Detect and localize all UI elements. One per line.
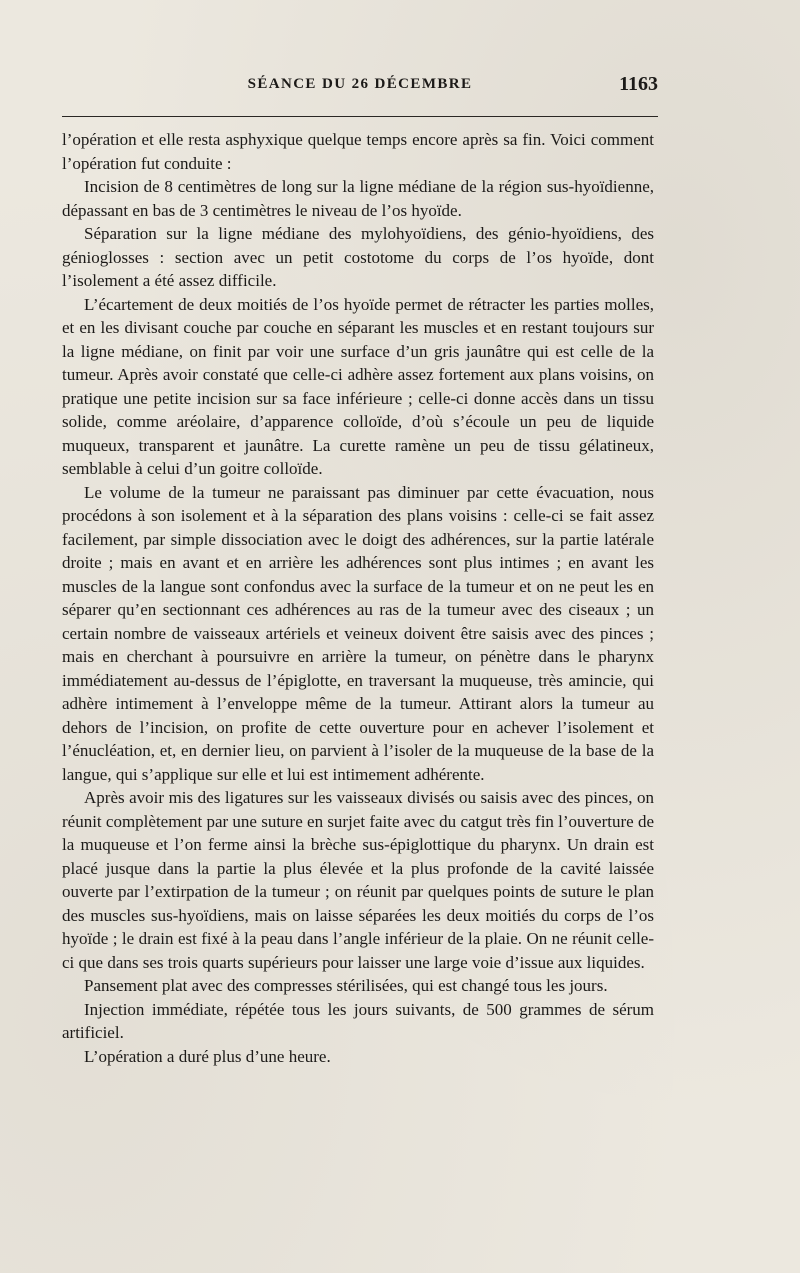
paragraph-incision: Incision de 8 centimètres de long sur la ligne médiane de la région sus-hyoïdienne, dépassant en bas de 3 centimètres le niveau de l’os hyoïde. bbox=[62, 177, 654, 220]
paragraph-volume: Le volume de la tumeur ne paraissant pas diminuer par cette évacuation, nous procédons à son isolement et à la séparation des plans voisins : celle-ci se fait assez facilement, par simple dissociation avec le doigt des adhérences, sur la partie latérale droite ; mais en avant et en arrière les adhérences sont plus intimes ; en avant les muscles de la langue sont confondus avec la surface de la tumeur et on ne peut les en séparer qu’en sectionnant ces adhérences au ras de la tumeur avec des ciseaux ; un certain nombre de vaisseaux artériels et veineux doivent être saisis avec des pinces ; mais en cherchant à poursuivre en arrière la tumeur, on pénètre dans le pharynx immédiatement au-dessus de l’épiglotte, en traversant la muqueuse, très amincie, qui adhère intimement à l’enveloppe même de la tumeur. Attirant alors la tumeur au dehors de l’incision, on profite de cette ouverture pour en achever l’isolement et l’énucléation, et, en dernier lieu, on parvient à l’isoler de la muqueuse de la base de la langue, qui s’applique sur elle et lui est intimement adhérente. bbox=[62, 482, 654, 784]
header-rule bbox=[62, 116, 658, 117]
paragraph-ligatures: Après avoir mis des ligatures sur les vaisseaux divisés ou saisis avec des pinces, on réunit complètement par une suture en surjet faite avec du catgut très fin l’ouverture de la muqueuse et l’on ferme ainsi la brèche sus-épiglottique du pharynx. Un drain est placé jusque dans la partie la plus élevée et la plus profonde de la cavité laissée ouverte par l’extirpation de la tumeur ; on réunit par quelques points de suture le plan des muscles sus-hyoïdiens, mais on laisse séparées les deux moitiés du corps de l’os hyoïde ; le drain est fixé à la peau dans l’angle inférieur de la plaie. On ne réunit celle-ci que dans ses trois quarts supérieurs pour laisser une large voie d’issue aux liquides. bbox=[62, 788, 654, 972]
page-header bbox=[62, 73, 658, 98]
paragraph-separation: Séparation sur la ligne médiane des mylohyoïdiens, des génio-hyoïdiens, des génioglosses : section avec un petit costotome du corps de l’os hyoïde, dont l’isolement a été assez difficile. bbox=[62, 224, 654, 290]
paragraph-injection: Injection immédiate, répétée tous les jours suivants, de 500 grammes de sérum artificiel. bbox=[62, 999, 654, 1042]
paragraph-ecartement: L’écartement de deux moitiés de l’os hyoïde permet de rétracter les parties molles, et en les divisant couche par couche en séparant les muscles et en restant toujours sur la ligne médiane, on finit par voir une surface d’un gris jaunâtre qui est celle de la tumeur. Après avoir constaté que celle-ci adhère assez fortement aux plans voisins, on pratique une petite incision sur sa face inférieure ; celle-ci donne accès dans un tissu solide, comme aréolaire, d’apparence colloïde, d’où s’écoule un peu de liquide muqueux, transparent et jaunâtre. La curette ramène un peu de tissu gélatineux, semblable à celui d’un goitre colloïde. bbox=[62, 294, 654, 478]
running-title: SÉANCE DU 26 DÉCEMBRE bbox=[247, 76, 473, 92]
page-number: 1163 bbox=[619, 73, 658, 95]
body-text bbox=[62, 128, 654, 1068]
paragraph-pansement: Pansement plat avec des compresses stérilisées, qui est changé tous les jours. bbox=[84, 976, 608, 995]
paragraph-duree: L’opération a duré plus d’une heure. bbox=[84, 1046, 331, 1066]
paragraph-continuation: l’opération et elle resta asphyxique quelque temps encore après sa fin. Voici comment l’opération fut conduite : bbox=[62, 130, 654, 173]
